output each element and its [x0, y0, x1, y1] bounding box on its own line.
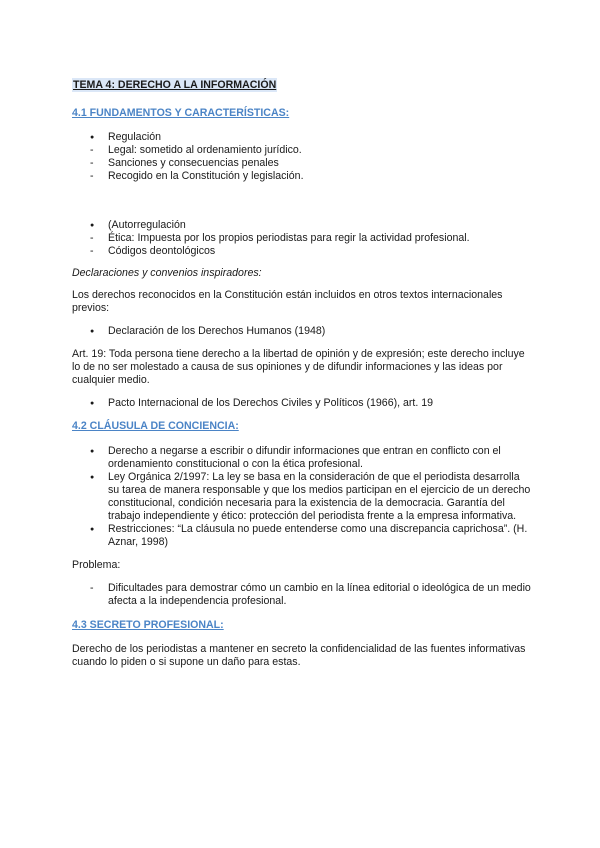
list-item-text: Dificultades para demostrar cómo un cambio en la línea editorial o ideológica de un medio afecta a la independencia profesional.	[108, 582, 531, 607]
list-item	[72, 144, 532, 157]
dash-icon	[90, 582, 104, 595]
paragraph-intro: Los derechos reconocidos en la Constitución están incluidos en otros textos internacionales previos:	[72, 289, 503, 314]
bullet-icon	[90, 397, 104, 411]
list-item	[72, 582, 532, 608]
list-autorregulacion	[72, 219, 532, 258]
list-item-text: Códigos deontológicos	[108, 245, 216, 257]
list-item	[72, 219, 532, 232]
list-problema	[72, 582, 532, 608]
list-item-text: Derecho a negarse a escribir o difundir informaciones que entran en conflicto con el ordenamiento constitucional o con la ética profesional.	[108, 445, 501, 470]
list-item-text: Ley Orgánica 2/1997: La ley se basa en la consideración de que el periodista desarrolla su tarea de manera responsable y que los medios participan en el ejercicio de un derecho constitucional, condición necesaria para la existencia de la democracia. Garantía del trabajo independiente y ético: protección del periodista frente a la empresa informativa.	[108, 471, 531, 522]
section-heading-fundamentos: 4.1 FUNDAMENTOS Y CARACTERÍSTICAS:	[72, 107, 290, 119]
list-item-text: Regulación	[108, 131, 162, 143]
list-item	[72, 471, 532, 523]
list-item	[72, 325, 532, 338]
bullet-icon	[90, 445, 104, 459]
list-pacto	[72, 397, 532, 410]
list-item-text: Ética: Impuesta por los propios periodistas para regir la actividad profesional.	[108, 232, 470, 244]
list-item	[72, 170, 532, 183]
bullet-icon	[90, 471, 104, 485]
list-item	[72, 232, 532, 245]
paragraph-secreto: Derecho de los periodistas a mantener en secreto la confidencialidad de las fuentes informativas cuando lo piden o si supone un daño para estas.	[72, 643, 526, 668]
dash-icon	[90, 144, 104, 157]
list-item	[72, 157, 532, 170]
bullet-icon	[90, 523, 104, 537]
list-item	[72, 397, 532, 410]
list-item-text: Sanciones y consecuencias penales	[108, 157, 279, 169]
list-item-text: Restricciones: “La cláusula no puede entenderse como una discrepancia caprichosa”. (H. Aznar, 1998)	[108, 523, 528, 548]
list-regulacion	[72, 131, 532, 183]
dash-icon	[90, 232, 104, 245]
section-heading-clausula: 4.2 CLÁUSULA DE CONCIENCIA:	[72, 420, 239, 432]
document-page	[72, 78, 532, 669]
list-item-text: (Autorregulación	[108, 219, 186, 231]
list-item	[72, 245, 532, 258]
list-item	[72, 131, 532, 144]
bullet-icon	[90, 325, 104, 339]
dash-icon	[90, 157, 104, 170]
section-heading-secreto: 4.3 SECRETO PROFESIONAL:	[72, 619, 224, 631]
bullet-icon	[90, 131, 104, 145]
list-item-text: Legal: sometido al ordenamiento jurídico.	[108, 144, 302, 156]
dash-icon	[90, 170, 104, 183]
list-item-text: Declaración de los Derechos Humanos (1948)	[108, 325, 326, 337]
list-clausula	[72, 445, 532, 549]
list-item	[72, 523, 532, 549]
list-item-text: Recogido en la Constitución y legislación.	[108, 170, 304, 182]
declaraciones-label: Declaraciones y convenios inspiradores:	[72, 267, 262, 279]
paragraph-art19: Art. 19: Toda persona tiene derecho a la libertad de opinión y de expresión; este derecho incluye lo de no ser molestado a causa de sus opiniones y de difundir informaciones y las ideas por cualquier medio.	[72, 348, 525, 386]
page-title: TEMA 4: DERECHO A LA INFORMACIÓN	[73, 79, 277, 91]
list-declaracion	[72, 325, 532, 338]
problema-label: Problema:	[72, 559, 121, 571]
list-item-text: Pacto Internacional de los Derechos Civiles y Políticos (1966), art. 19	[108, 397, 434, 409]
list-item	[72, 445, 532, 471]
bullet-icon	[90, 219, 104, 233]
dash-icon	[90, 245, 104, 258]
